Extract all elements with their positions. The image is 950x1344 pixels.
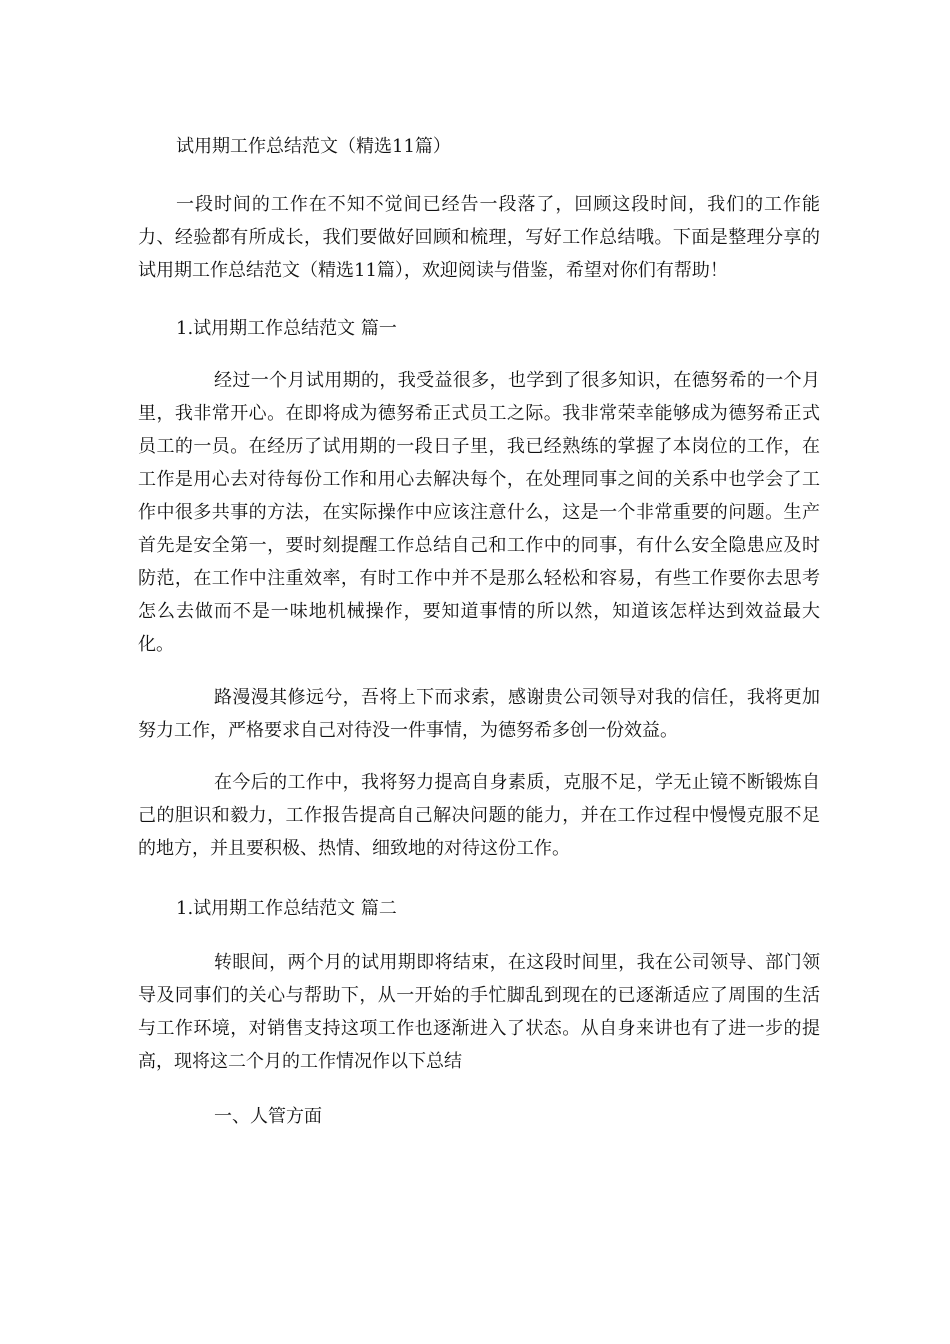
section-1-paragraph-2: 路漫漫其修远兮，吾将上下而求索，感谢贵公司领导对我的信任，我将更加努力工作，严格要求自己对待没一件事情，为德努希多创一份效益。 bbox=[138, 687, 820, 741]
section-2-paragraph-1: 转眼间，两个月的试用期即将结束，在这段时间里，我在公司领导、部门领导及同事们的关心与帮助下，从一开始的手忙脚乱到现在的已逐渐适应了周围的生活与工作环境，对销售支持这项工作也逐渐进入了状态。从自身来讲也有了进一步的提高，现将这二个月的工作情况作以下总结 bbox=[138, 952, 820, 1072]
section-heading-1: 1.试用期工作总结范文 篇一 bbox=[176, 318, 397, 339]
intro-paragraph: 一段时间的工作在不知不觉间已经告一段落了，回顾这段时间，我们的工作能力、经验都有所成长，我们要做好回顾和梳理，写好工作总结哦。下面是整理分享的试用期工作总结范文（精选11篇），欢迎阅读与借鉴，希望对你们有帮助！ bbox=[138, 194, 820, 281]
section-heading-2: 1.试用期工作总结范文 篇二 bbox=[176, 898, 397, 919]
section-2-subheading: 一、人管方面 bbox=[214, 1106, 322, 1127]
document-title: 试用期工作总结范文（精选11篇） bbox=[176, 136, 451, 157]
section-1-paragraph-1: 经过一个月试用期的，我受益很多，也学到了很多知识，在德努希的一个月里，我非常开心。在即将成为德努希正式员工之际。我非常荣幸能够成为德努希正式员工的一员。在经历了试用期的一段日子里，我已经熟练的掌握了本岗位的工作，在工作是用心去对待每份工作和用心去解决每个，在处理同事之间的关系中也学会了工作中很多共事的方法，在实际操作中应该注意什么，这是一个非常重要的问题。生产首先是安全第一，要时刻提醒工作总结自己和工作中的同事，有什么安全隐患应及时防范，在工作中注重效率，有时工作中并不是那么轻松和容易，有些工作要你去思考怎么去做而不是一味地机械操作，要知道事情的所以然，知道该怎样达到效益最大化。 bbox=[138, 370, 820, 655]
section-1-paragraph-3: 在今后的工作中，我将努力提高自身素质，克服不足，学无止镜不断锻炼自己的胆识和毅力，工作报告提高自己解决问题的能力，并在工作过程中慢慢克服不足的地方，并且要积极、热情、细致地的对待这份工作。 bbox=[138, 772, 820, 859]
